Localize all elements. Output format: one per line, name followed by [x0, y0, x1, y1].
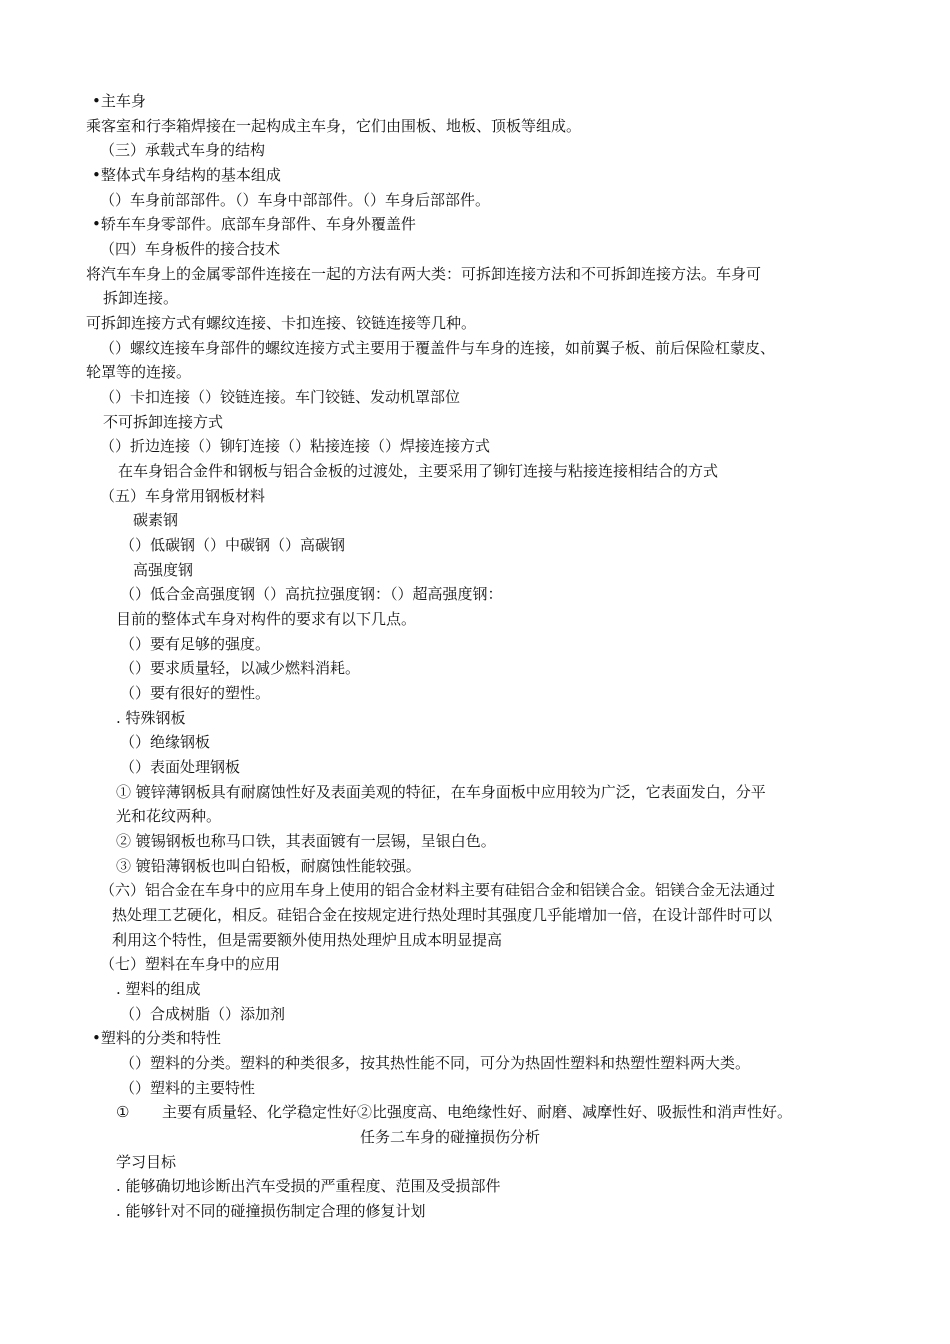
text-line: 利用这个特性，但是需要额外使用热处理炉且成本明显提高 [112, 931, 503, 949]
text-line: ③ 镀铅薄钢板也叫白铅板，耐腐蚀性能较强。 [116, 857, 421, 875]
text-line: •塑料的分类和特性 [92, 1029, 221, 1047]
text-line: ② 镀锡钢板也称马口铁，其表面镀有一层锡，呈银白色。 [116, 832, 496, 850]
section-heading: （四）车身板件的接合技术 [100, 240, 281, 258]
text-line: （）绝缘钢板 [120, 733, 211, 751]
text-line: （）要有足够的强度。 [120, 635, 271, 653]
text-line: （六）铝合金在车身中的应用车身上使用的铝合金材料主要有硅铝合金和铝镁合金。铝镁合金无法通过 [100, 881, 776, 899]
text-line: 乘客室和行李箱焊接在一起构成主车身，它们由围板、地板、顶板等组成。 [86, 117, 582, 135]
text-line: 光和花纹两种。 [116, 807, 222, 825]
text-line: （）表面处理钢板 [120, 758, 241, 776]
text-line: （）塑料的主要特性 [120, 1079, 256, 1097]
section-heading: （七）塑料在车身中的应用 [100, 955, 281, 973]
circled-number: ① [116, 1103, 130, 1121]
text-line: . 塑料的组成 [116, 980, 201, 998]
text-line: . 特殊钢板 [116, 709, 186, 727]
text-line: 热处理工艺硬化，相反。硅铝合金在按规定进行热处理时其强度几乎能增加一倍，在设计部件时可以 [112, 906, 773, 924]
section-heading: （三）承载式车身的结构 [100, 141, 266, 159]
text-line: 碳素钢 [133, 511, 179, 529]
text-line: （）低碳钢（）中碳钢（）高碳钢 [120, 536, 346, 554]
text-line: 目前的整体式车身对构件的要求有以下几点。 [116, 610, 417, 628]
text-line: （）要求质量轻，以减少燃料消耗。 [120, 659, 361, 677]
text-line: （）低合金高强度钢（）高抗拉强度钢：（）超高强度钢： [120, 585, 503, 603]
text-line: 高强度钢 [133, 561, 194, 579]
text-line: 不可拆卸连接方式 [103, 413, 224, 431]
text-line: 将汽车车身上的金属零部件连接在一起的方法有两大类：可拆卸连接方法和不可拆卸连接方法。车身可 [86, 265, 762, 283]
text-line: . 能够确切地诊断出汽车受损的严重程度、范围及受损部件 [116, 1177, 501, 1195]
text-line: （）车身前部部件。（）车身中部部件。（）车身后部部件。 [100, 191, 491, 209]
text-line: 主要有质量轻、化学稳定性好②比强度高、电绝缘性好、耐磨、减摩性好、吸振性和消声性好。 [162, 1103, 793, 1121]
text-line: （）折边连接（）铆钉连接（）粘接连接（）焊接连接方式 [100, 437, 491, 455]
text-line: （）合成树脂（）添加剂 [120, 1005, 286, 1023]
text-line: （）卡扣连接（）铰链连接。车门铰链、发动机罩部位 [100, 388, 461, 406]
task-title: 任务二车身的碰撞损伤分析 [360, 1128, 541, 1146]
bullet-main-body: •主车身 [92, 92, 146, 110]
text-line: •轿车车身零部件。底部车身部件、车身外覆盖件 [92, 215, 416, 233]
text-line: •整体式车身结构的基本组成 [92, 166, 281, 184]
text-line: 在车身铝合金件和钢板与铝合金板的过渡处，主要采用了铆钉连接与粘接连接相结合的方式 [118, 462, 719, 480]
text-line: ① 镀锌薄钢板具有耐腐蚀性好及表面美观的特征，在车身面板中应用较为广泛，它表面发白，分平 [116, 783, 766, 801]
text-line: 学习目标 [116, 1153, 177, 1171]
section-heading: （五）车身常用钢板材料 [100, 487, 266, 505]
text-line: （）要有很好的塑性。 [120, 684, 271, 702]
text-line: 轮罩等的连接。 [86, 363, 192, 381]
text-line: . 能够针对不同的碰撞损伤制定合理的修复计划 [116, 1202, 426, 1220]
text-line: 可拆卸连接方式有螺纹连接、卡扣连接、铰链连接等几种。 [86, 314, 477, 332]
text-line: （）螺纹连接车身部件的螺纹连接方式主要用于覆盖件与车身的连接，如前翼子板、前后保险杠蒙皮、 [100, 339, 776, 357]
text-line: 拆卸连接。 [103, 289, 179, 307]
text-line: （）塑料的分类。塑料的种类很多，按其热性能不同，可分为热固性塑料和热塑性塑料两大类。 [120, 1054, 751, 1072]
